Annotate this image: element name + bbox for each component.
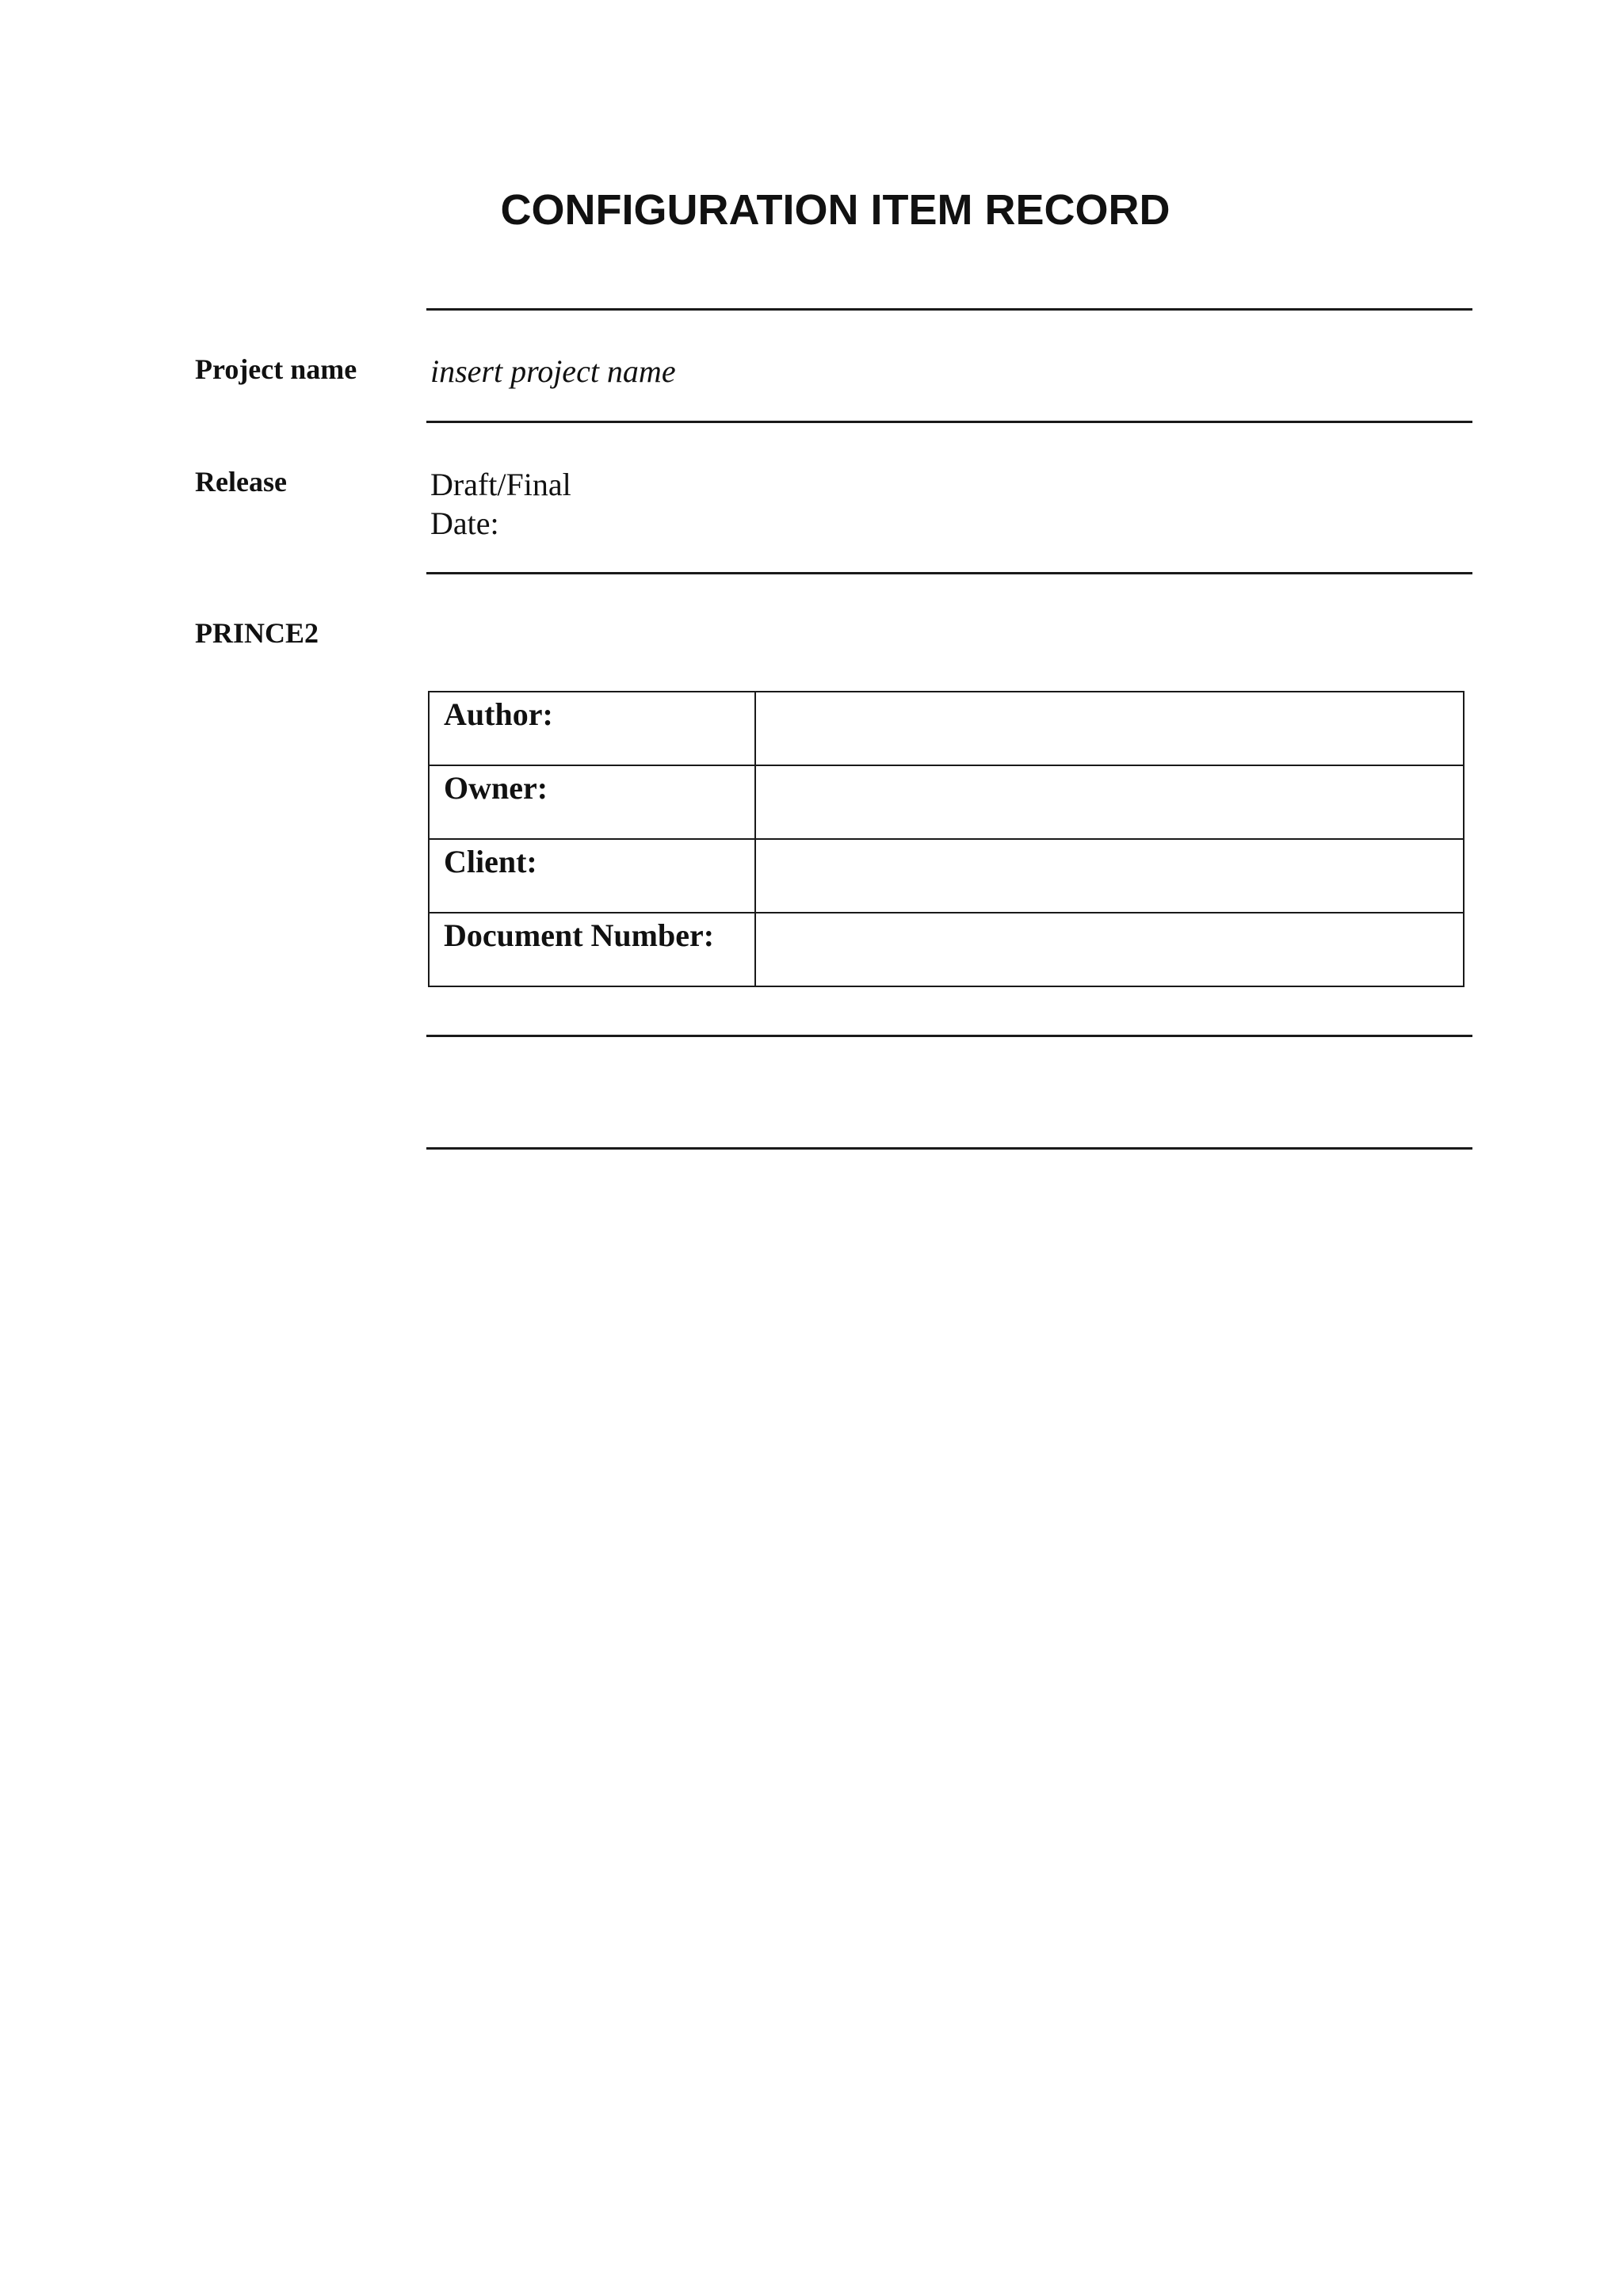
release-status-value[interactable]: Draft/Final [430, 467, 571, 502]
release-date-value[interactable]: Date: [430, 505, 499, 541]
document-info-table [428, 691, 1465, 987]
owner-value-cell[interactable] [755, 765, 1464, 839]
project-name-label: Project name [195, 353, 357, 385]
client-label-cell: Client: [429, 839, 755, 913]
table-row [429, 765, 1464, 839]
author-value-cell[interactable] [755, 692, 1464, 765]
client-value-cell[interactable] [755, 839, 1464, 913]
divider-rule [426, 421, 1472, 423]
release-label: Release [195, 466, 287, 498]
divider-rule [426, 1147, 1472, 1150]
divider-rule [426, 308, 1472, 311]
table-row [429, 839, 1464, 913]
document-number-value-cell[interactable] [755, 913, 1464, 986]
divider-rule [426, 1035, 1472, 1037]
table-row [429, 692, 1464, 765]
table-row [429, 913, 1464, 986]
owner-label-cell: Owner: [429, 765, 755, 839]
divider-rule [426, 572, 1472, 574]
project-name-value[interactable]: insert project name [430, 353, 676, 389]
method-label: PRINCE2 [195, 617, 319, 649]
document-number-label-cell: Document Number: [429, 913, 755, 986]
document-title: CONFIGURATION ITEM RECORD [500, 186, 1170, 234]
author-label-cell: Author: [429, 692, 755, 765]
